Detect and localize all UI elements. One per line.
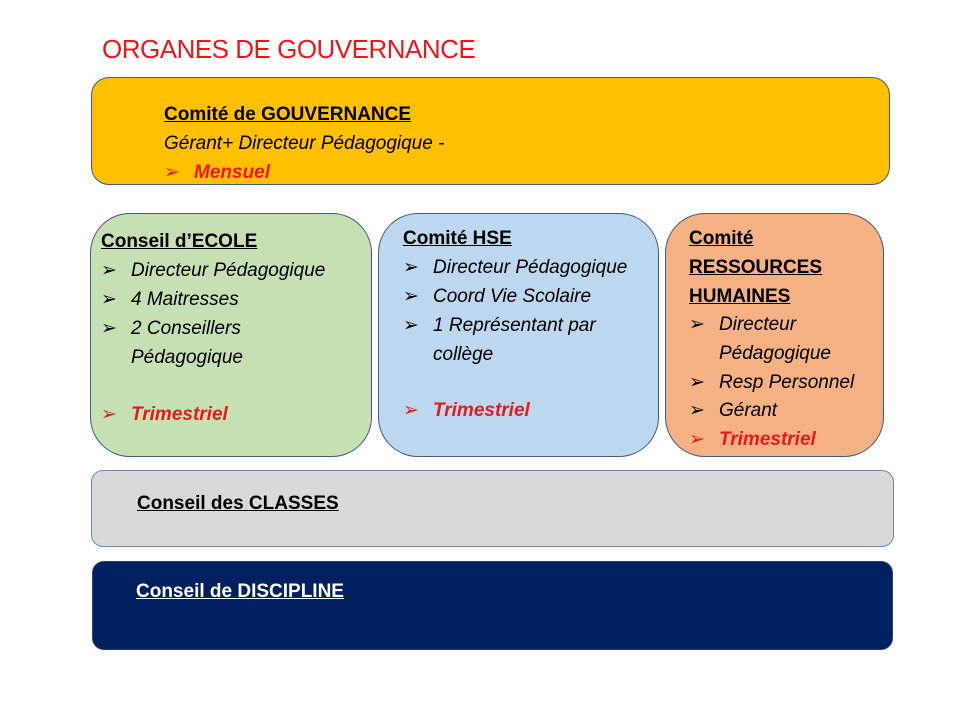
governance-members: Gérant+ Directeur Pédagogique -: [164, 133, 445, 154]
governance-heading: Comité de GOUVERNANCE: [164, 104, 412, 125]
list-item-text: Directeur Pédagogique: [131, 260, 326, 281]
hse-frequency: Trimestriel: [433, 400, 530, 421]
arrow-bullet-icon: ➢: [403, 286, 419, 307]
rh-heading-line-2: RESSOURCES: [689, 257, 823, 278]
list-item-text: 4 Maitresses: [131, 289, 239, 310]
list-item: [101, 256, 325, 285]
list-item: [403, 253, 627, 282]
governance-frequency: Mensuel: [194, 162, 271, 183]
rh-heading-line-1: Comité: [689, 228, 754, 249]
ecole-heading: Conseil d’ECOLE: [101, 231, 258, 252]
rh-committee-box: [665, 213, 884, 457]
list-item: [403, 282, 591, 311]
classes-council-box: [91, 470, 894, 547]
list-item-text: 2 Conseillers: [131, 318, 241, 339]
hse-committee-box: [378, 213, 659, 457]
rh-heading-line-3: HUMAINES: [689, 286, 791, 307]
arrow-bullet-icon: ➢: [101, 260, 117, 281]
arrow-bullet-icon: ➢: [403, 315, 419, 336]
list-item-text: Directeur: [719, 314, 797, 335]
discipline-council-box: [92, 561, 893, 650]
ecole-frequency-item: [101, 400, 228, 429]
list-item: [689, 396, 777, 425]
rh-frequency: Trimestriel: [719, 429, 816, 450]
list-item: [101, 285, 239, 314]
hse-heading: Comité HSE: [403, 228, 512, 249]
arrow-bullet-icon: ➢: [164, 162, 180, 183]
list-item: [689, 368, 854, 397]
arrow-bullet-icon: ➢: [689, 400, 705, 421]
arrow-bullet-icon: ➢: [101, 289, 117, 310]
hse-frequency-item: [403, 396, 530, 425]
list-item: [101, 314, 241, 343]
arrow-bullet-icon: ➢: [403, 400, 419, 421]
discipline-heading: Conseil de DISCIPLINE: [136, 581, 344, 602]
list-item-text: Resp Personnel: [719, 372, 855, 393]
page-title: ORGANES DE GOUVERNANCE: [102, 34, 476, 64]
governance-committee-box: [91, 77, 890, 185]
rh-frequency-item: [689, 425, 816, 454]
list-item-continuation: collège: [433, 344, 494, 365]
governance-frequency-item: [164, 158, 270, 187]
arrow-bullet-icon: ➢: [101, 404, 117, 425]
arrow-bullet-icon: ➢: [689, 372, 705, 393]
classes-heading: Conseil des CLASSES: [137, 493, 339, 514]
list-item-continuation: Pédagogique: [719, 343, 831, 364]
arrow-bullet-icon: ➢: [403, 257, 419, 278]
arrow-bullet-icon: ➢: [689, 314, 705, 335]
list-item: [403, 311, 596, 340]
list-item: [689, 310, 796, 339]
list-item-text: Directeur Pédagogique: [433, 257, 628, 278]
arrow-bullet-icon: ➢: [101, 318, 117, 339]
list-item-text: Coord Vie Scolaire: [433, 286, 592, 307]
arrow-bullet-icon: ➢: [689, 429, 705, 450]
ecole-frequency: Trimestriel: [131, 404, 228, 425]
list-item-continuation: Pédagogique: [131, 347, 243, 368]
ecole-council-box: [90, 213, 372, 457]
list-item-text: 1 Représentant par: [433, 315, 596, 336]
list-item-text: Gérant: [719, 400, 778, 421]
